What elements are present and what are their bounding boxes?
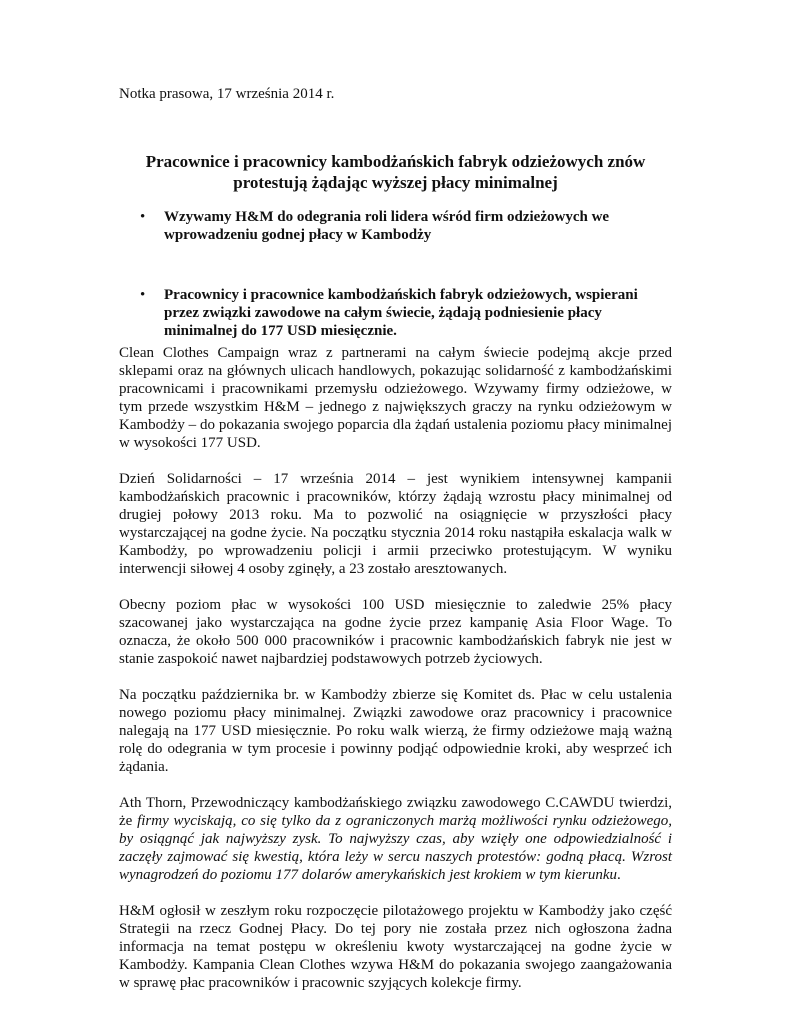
bullet-icon: •: [140, 209, 146, 225]
paragraph-campaign-actions: Clean Clothes Campaign wraz z partnerami na całym świecie podejmą akcje przed sklepami oraz na głównych ulicach handlowych, pokazując solidarność z kambodżańskimi pracownicami i pracownikami przemysłu odzieżowego. Wzywamy firmy odzieżowe, w tym przede wszystkim H&M – jednego z największych graczy na rynku odzieżowym w Kambodży – do pokazania swojego poparcia dla żądań ustalenia poziomu płacy minimalnej w wysokości 177 USD.: [119, 345, 672, 451]
key-points-list: [119, 208, 672, 340]
key-point-text: Wzywamy H&M do odegrania roli lidera wśród firm odzieżowych we wprowadzeniu godnej płacy w Kambodży: [164, 209, 610, 243]
key-point: [119, 286, 672, 340]
quote-end: .: [616, 867, 621, 883]
key-point: [119, 208, 672, 244]
press-release-dateline: Notka prasowa, 17 września 2014 r.: [119, 86, 335, 102]
quote-intro: Ath Thorn, Przewodniczący kambodżańskiego związku zawodowego C.CAWDU twierdzi, że: [119, 795, 672, 829]
bullet-icon: •: [140, 287, 146, 303]
key-point-text: Pracownicy i pracownice kambodżańskich fabryk odzieżowych, wspierani przez związki zawodowe na całym świecie, żądają podniesienie płacy minimalnej do 177 USD miesięcznie.: [164, 287, 638, 339]
paragraph-wage-committee: Na początku października br. w Kambodży zbierze się Komitet ds. Płac w celu ustalenia nowego poziomu płacy minimalnej. Związki zawodowe oraz pracownicy i pracownice nalegają na 177 USD miesięcznie. Po roku walk wierzą, że firmy odzieżowe mają ważną rolę do odegrania w tym procesie i powinny podjąć odpowiednie kroki, aby wesprzeć ich żądania.: [119, 687, 672, 775]
body-text: [119, 344, 672, 1010]
document-title: Pracownice i pracownicy kambodżańskich fabryk odzieżowych znów protestują żądając wyższej płacy minimalnej: [145, 152, 646, 192]
paragraph-current-wages: Obecny poziom płac w wysokości 100 USD miesięcznie to zaledwie 25% płacy szacowanej jako wystarczająca na godne życie przez kampanię Asia Floor Wage. To oznacza, że około 500 000 pracowników i pracownic kambodżańskich fabryk nie jest w stanie zaspokoić nawet najbardziej podstawowych potrzeb życiowych.: [119, 597, 672, 667]
paragraph-union-quote: [119, 794, 672, 884]
quote-text: firmy wyciskają, co się tylko da z ograniczonych marżą możliwości rynku odzieżowego, by osiągnąć jak najwyższy zysk. To najwyższy czas, aby wzięły one odpowiedzialność i zaczęły zajmować się kwestią, która leży w sercu naszych protestów: godną płacą. Wzrost wynagrodzeń do poziomu 177 dolarów amerykańskich jest krokiem w tym kierunku: [119, 813, 672, 883]
paragraph-solidarity-day: Dzień Solidarności – 17 września 2014 – jest wynikiem intensywnej kampanii kambodżańskich pracownic i pracowników, którzy żądają wzrostu płacy minimalnej od drugiej połowy 2013 roku. Ma to pozwolić na osiągnięcie w przyszłości płacy wystarczającej na godne życie. Na początku stycznia 2014 roku nastąpiła eskalacja walk w Kambodży, po wprowadzeniu policji i armii przeciwko protestującym. W wyniku interwencji siłowej 4 osoby zginęły, a 23 zostało aresztowanych.: [119, 471, 672, 577]
paragraph-hm-project: H&M ogłosił w zeszłym roku rozpoczęcie pilotażowego projektu w Kambodży jako część Strategii na rzecz Godnej Płacy. Do tej pory nie została przez nich ogłoszona żadna informacja na temat postępu w określeniu kwoty wystarczającej na godne życie w Kambodży. Kampania Clean Clothes wzywa H&M do pokazania swojego zaangażowania w sprawę płac pracowników i pracownic szyjących kolekcje firmy.: [119, 903, 672, 991]
